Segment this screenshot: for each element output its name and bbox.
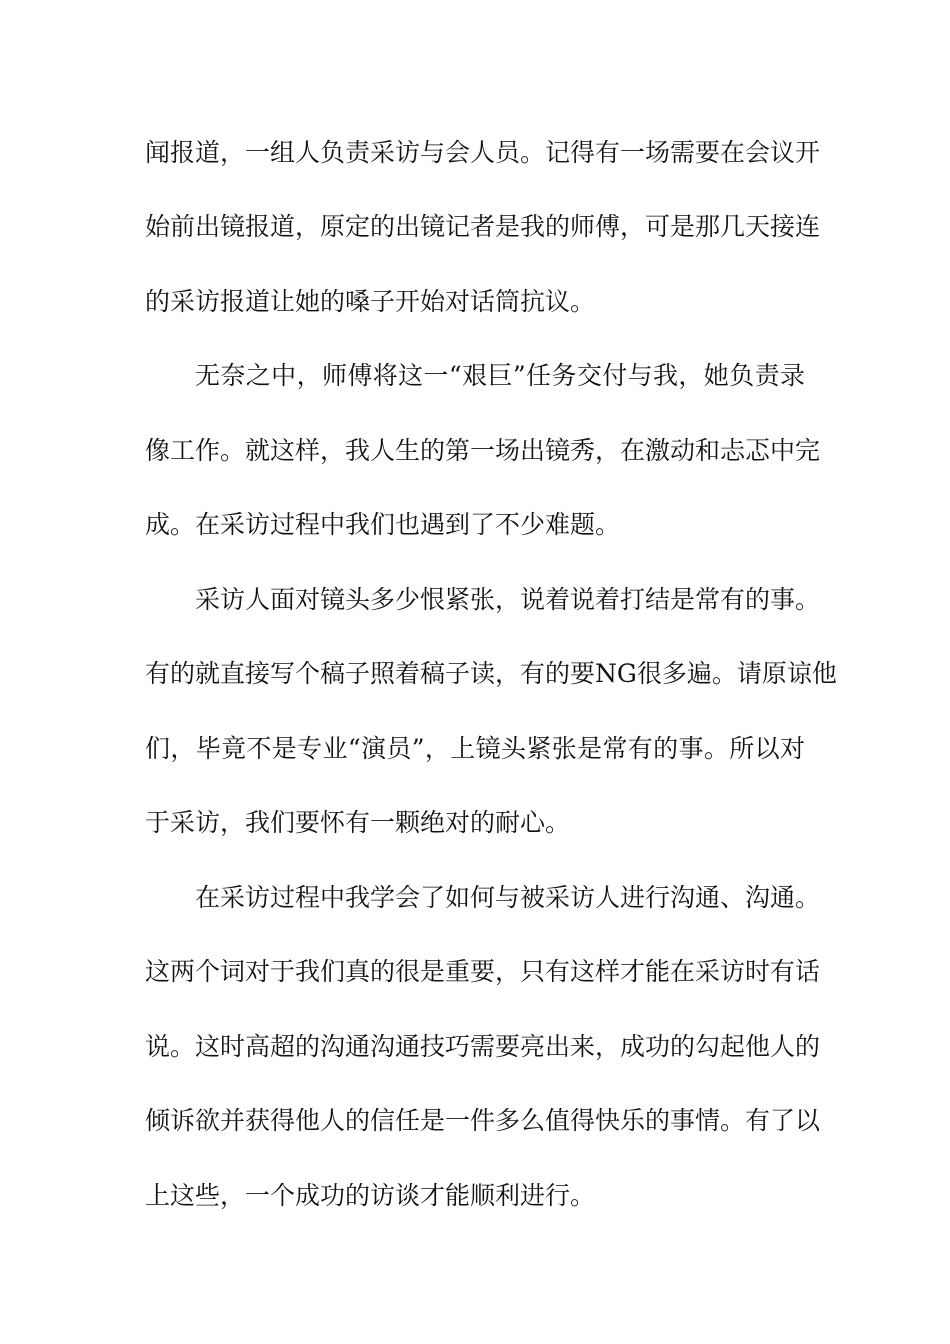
text-line: 上这些，一个成功的访谈才能顺利进行。 <box>145 1181 596 1210</box>
text-line: 说。这时高超的沟通沟通技巧需要亮出来，成功的勾起他人的 <box>145 1032 821 1061</box>
text-line: 于采访，我们要怀有一颗绝对的耐心。 <box>145 808 571 837</box>
text-line: 这两个词对于我们真的很是重要，只有这样才能在采访时有话 <box>145 957 821 986</box>
text-line: 像工作。就这样，我人生的第一场出镜秀，在激动和忐忑中完 <box>145 436 821 465</box>
paragraph-first-line: 采访人面对镜头多少恨紧张，说着说着打结是常有的事。 <box>195 585 821 614</box>
paragraph-first-line: 在采访过程中我学会了如何与被采访人进行沟通、沟通。 <box>195 883 821 912</box>
paragraph-first-line: 无奈之中，师傅将这一“艰巨”任务交付与我，她负责录 <box>195 361 805 390</box>
text-line: 始前出镜报道，原定的出镜记者是我的师傅，可是那几天接连 <box>145 212 821 241</box>
text-line: 闻报道，一组人负责采访与会人员。记得有一场需要在会议开 <box>145 138 821 167</box>
text-line: 们，毕竟不是专业“演员”，上镜头紧张是常有的事。所以对 <box>145 734 805 763</box>
text-line: 倾诉欲并获得他人的信任是一件多么值得快乐的事情。有了以 <box>145 1106 821 1135</box>
text-line: 有的就直接写个稿子照着稿子读，有的要NG很多遍。请原谅他 <box>145 659 837 688</box>
text-line: 成。在采访过程中我们也遇到了不少难题。 <box>145 510 621 539</box>
text-line: 的采访报道让她的嗓子开始对话筒抗议。 <box>145 287 596 316</box>
